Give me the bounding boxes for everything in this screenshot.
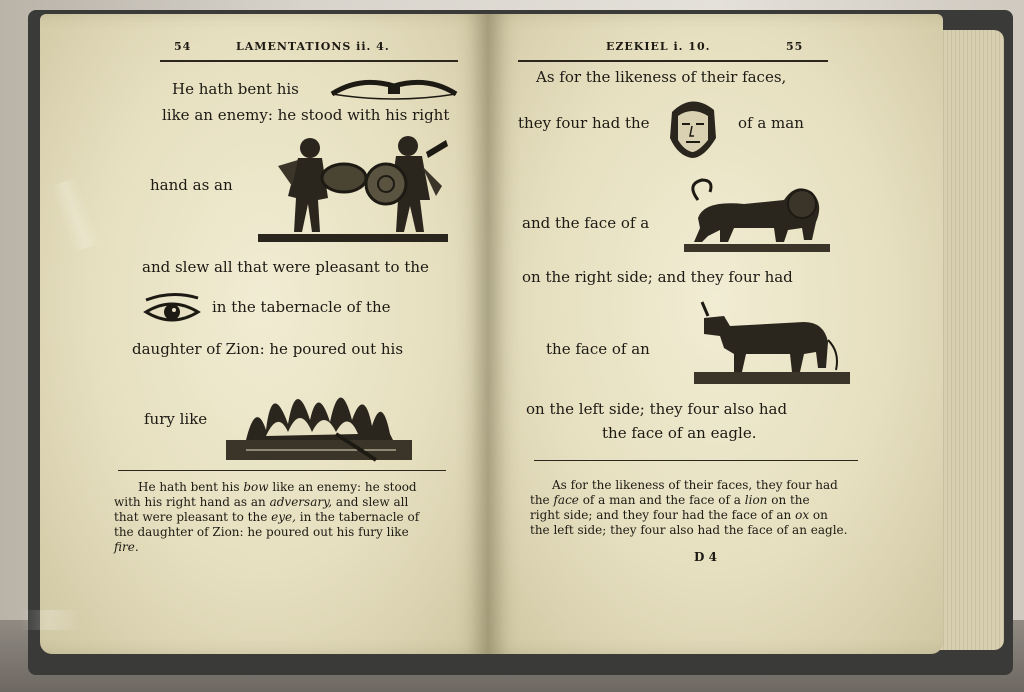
right-line-8: the face of an eagle. [602, 424, 757, 442]
right-line-1: As for the likeness of their faces, [536, 68, 787, 86]
right-page [488, 14, 943, 654]
left-running-head: LAMENTATIONS ii. 4. [236, 40, 390, 53]
right-line-5: on the right side; and they four had [522, 268, 793, 286]
right-line-2: they four had the [518, 114, 650, 132]
page-edges [940, 30, 1004, 650]
right-footnote: As for the likeness of their faces, they four had the face of a man and the face of a lion on the right side; and they four had the face of an ox on the left side; they four also had the face of an eagle. [530, 478, 848, 537]
right-page-number: 55 [786, 40, 804, 53]
lion-woodcut [684, 178, 830, 254]
warriors-woodcut [258, 126, 448, 244]
ox-woodcut [694, 296, 850, 386]
right-line-6: the face of an [546, 340, 650, 358]
right-running-head: EZEKIEL i. 10. [606, 40, 711, 53]
right-line-4: and the face of a [522, 214, 650, 232]
left-line-3: hand as an [150, 176, 233, 194]
right-line-7: on the left side; they four also had [526, 400, 788, 418]
left-footnote-rule [118, 470, 446, 471]
eye-woodcut [142, 290, 202, 328]
left-line-4: and slew all that were pleasant to the [142, 258, 429, 276]
glass-reflection-bottom [20, 610, 80, 630]
face-woodcut [664, 94, 720, 160]
left-line-6: daughter of Zion: he poured out his [132, 340, 404, 358]
left-line-1: He hath bent his [172, 80, 299, 98]
left-line-7: fury like [144, 410, 208, 428]
left-line-2: like an enemy: he stood with his right [162, 106, 450, 124]
left-page [40, 14, 488, 654]
right-line-3: of a man [738, 114, 804, 132]
fire-woodcut [226, 370, 412, 464]
left-line-5: in the tabernacle of the [212, 298, 391, 316]
signature-mark: D 4 [694, 550, 717, 564]
left-head-rule [160, 60, 458, 62]
left-page-number: 54 [174, 40, 192, 53]
right-footnote-rule [534, 460, 858, 461]
left-footnote: He hath bent his bow like an enemy: he stood with his right hand as an adversary, and slew all that were pleasant to the eye, in the tabernacle of the daughter of Zion: he poured out his fury like fire. [114, 480, 420, 554]
right-head-rule [518, 60, 828, 62]
bow-woodcut [330, 74, 460, 108]
